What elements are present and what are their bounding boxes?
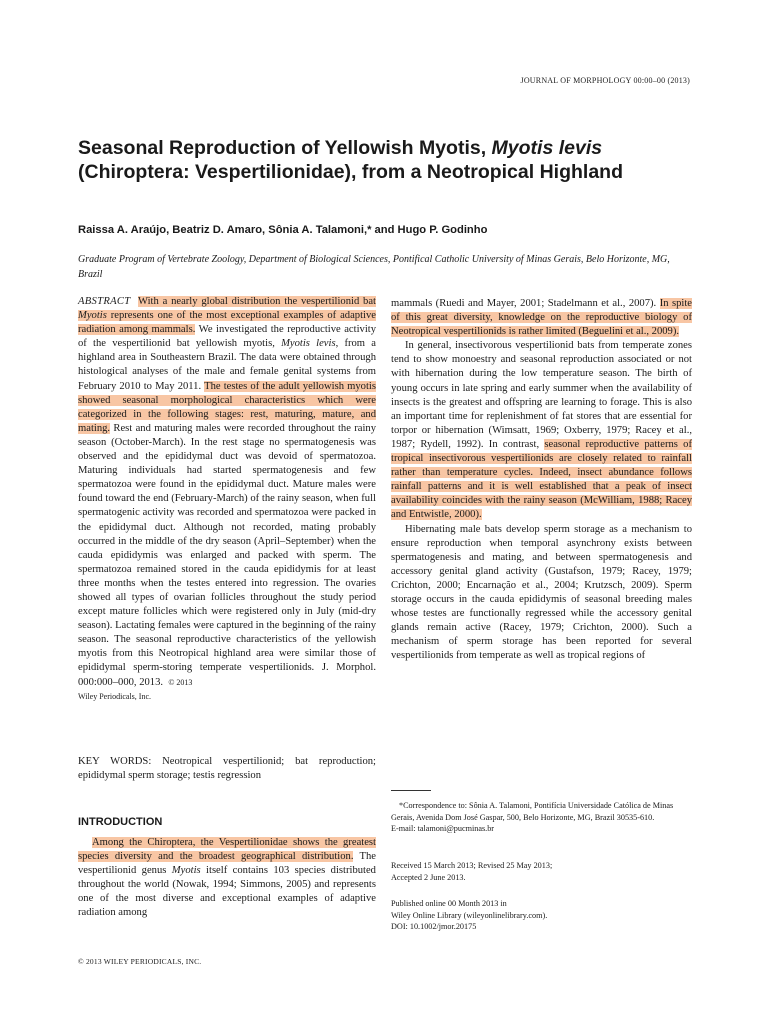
accepted-date: Accepted 2 June 2013. xyxy=(391,872,466,882)
abstract-hl1-text-b: represents one of the most exceptional examples of adaptive radiation among mammals. xyxy=(78,310,376,336)
journal-header: JOURNAL OF MORPHOLOGY 00:00–00 (2013) xyxy=(520,76,690,85)
abstract-text-3: Rest and maturing males were recorded throughout the rainy season (October-March). In the rest stage no spermatogenesis was observed and the epididymal duct was devoid of spermatozoa. Maturing individuals had started spermatogenesis and few spermatozoa were found in the epididymal duct. Mature males were found toward the end (February-March) of the rainy season, when full spermatogenic activity was recorded and spermatozoa were packed in the epididymal duct. Although not recorded, mating probably occurred in the middle of the dry season (April–September) when the cauda epididymis was enlarged and packed with sperm. The spermatozoa remained stored in the cauda epididymis for at least three months when the testes entered into regression. The ovaries showed all types of ovarian follicles throughout the study period except mature follicles which were registered only in July (mid-dry season). Lactating females were captured in the beginning of the rainy season. The seasonal reproductive characteristics of the yellowish myotis from this Neotropical highland area were similar those of epididymal sperm-storing temperate vespertilionids. J. Morphol. 000:000–000, 2013. xyxy=(78,422,376,688)
footnote-publication xyxy=(391,898,693,933)
right-paragraph-1 xyxy=(391,297,692,339)
intro-text-a: The vespertilionid genus xyxy=(78,851,376,877)
abstract-text-2a: We investigated the reproductive activity of the vespertilionid bat yellowish myotis, xyxy=(78,324,377,350)
published-line-2: Wiley Online Library (wileyonlinelibrary.com). xyxy=(391,910,548,920)
footnote-correspondence xyxy=(391,800,693,835)
right-p2-text: In general, insectivorous vespertilionid bats from temperate zones tend to show monoestry and seasonal reproduction associated or not with hibernation during the low temperature season. The birth of young occurs in late spring and early summer when the availability of insects is the greatest and offspring are learning to forage. This is also an important time for replenishment of fat stores that are essential for torpor or hibernation (Wimsatt, 1969; Oxberry, 1979; Racey et al., 1987; Rydell, 1992). In contrast, xyxy=(391,340,692,450)
abstract-label: ABSTRACT xyxy=(78,296,131,307)
abstract-highlight-2: The testes of the adult yellowish myotis showed seasonal morphological characteristics which were categorized in the following stages: rest, maturing, mature, and mating. xyxy=(78,380,376,434)
affiliation: Graduate Program of Vertebrate Zoology, Department of Biological Sciences, Pontifical Catholic University of Minas Gerais, Belo Horizonte, MG, Brazil xyxy=(78,254,670,280)
article-title xyxy=(78,136,678,184)
right-p1-highlight: In spite of this great diversity, knowledge on the reproductive biology of Neotropical vespertilionids is rather limited (Beguelini et al., 2009). xyxy=(391,298,693,338)
abstract-hl1-italic: Myotis xyxy=(78,310,107,322)
intro-highlight-1: Among the Chiroptera, the Vespertilionidae shows the greatest species diversity and the broadest geographical distribution. xyxy=(78,837,376,863)
published-line-1: Published online 00 Month 2013 in xyxy=(391,899,507,908)
correspondence-email: E-mail: talamoni@pucminas.br xyxy=(391,824,495,833)
abstract-hl1-text-a: With a nearly global distribution the vespertilionid bat xyxy=(138,296,376,307)
right-paragraph-2 xyxy=(391,339,692,522)
footnote-rule xyxy=(391,790,431,791)
right-p1-text: mammals (Ruedi and Mayer, 2001; Stadelmann et al., 2007). xyxy=(391,298,660,309)
abstract xyxy=(78,295,376,704)
keywords: KEY WORDS: Neotropical vespertilionid; bat reproduction; epididymal sperm storage; testis regression xyxy=(78,756,376,782)
footnote-dates xyxy=(391,860,693,883)
abstract-italic-species: Myotis levis xyxy=(281,338,336,350)
title-part-1: Seasonal Reproduction of Yellowish Myotis, xyxy=(78,137,492,159)
right-p2-highlight: seasonal reproductive patterns of tropical insectivorous vespertilionids are closely related to rainfall rather than temperature cycles. Indeed, insect abundance follows rainfall patterns and it is well established that a peak of insect availability coincides with the rainy season (McWilliam, 1988; Racey and Entwistle, 2000). xyxy=(391,438,692,521)
received-date: Received 15 March 2013; Revised 25 May 2013; xyxy=(391,861,553,870)
title-part-2: (Chiroptera: Vespertilionidae), from a Neotropical Highland xyxy=(78,161,623,183)
introduction-paragraph xyxy=(78,836,376,921)
abstract-text-2b: , from a highland area in Southeastern Brazil. The data were obtained through histological analyses of the male and female genital systems from February 2010 to May 2011. xyxy=(78,338,376,392)
intro-italic-genus: Myotis xyxy=(171,865,201,877)
right-paragraph-3: Hibernating male bats develop sperm storage as a mechanism to ensure reproduction when temporal asynchrony exists between spermatogenesis and mating, and between spermatogenesis and accessory genital gland activity (Gustafson, 1979; Racey, 1979; Crichton, 2000; Encarnação et al., 2004; Krutzsch, 2009). Sperm storage occurs in the cauda epididymis of seasonal breeding males whose testes are functionally regressed while the accessory genital glands remain active (Racey, 1979; Crichton, 2000). Such a mechanism of sperm storage has been reported for several vespertilionids from temperate as well as tropical regions of xyxy=(391,523,692,662)
abstract-copyright-line: Wiley Periodicals, Inc. xyxy=(78,691,151,701)
introduction-heading: INTRODUCTION xyxy=(78,816,163,828)
intro-text-b: itself contains 103 species distributed throughout the world (Nowak, 1994; Simmons, 2005) and represents one of the most diverse and exceptional examples of adaptive radiation among xyxy=(78,865,376,919)
footer-copyright: © 2013 WILEY PERIODICALS, INC. xyxy=(78,957,202,966)
correspondence-text: *Correspondence to: Sônia A. Talamoni, Pontifícia Universidade Católica de Minas Gerais, Avenida Dom José Gaspar, 500, Belo Horizonte, MG, Brazil 30535-610. xyxy=(391,801,674,822)
abstract-copyright-symbol: © 2013 xyxy=(168,677,193,687)
title-italic-species: Myotis levis xyxy=(491,137,603,159)
doi: DOI: 10.1002/jmor.20175 xyxy=(391,922,477,931)
author-list: Raissa A. Araújo, Beatriz D. Amaro, Sônia A. Talamoni,* and Hugo P. Godinho xyxy=(78,224,488,236)
right-column-body xyxy=(391,297,692,663)
